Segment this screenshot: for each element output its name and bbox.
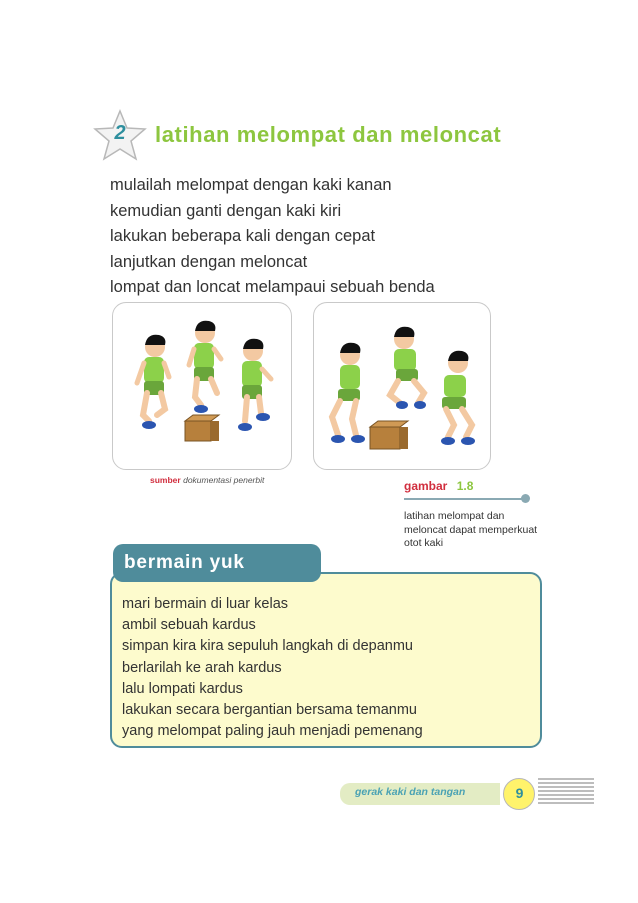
activity-line: lakukan secara bergantian bersama temanmu (122, 702, 417, 719)
activity-line: ambil sebuah kardus (122, 617, 256, 634)
section-number: 2 (114, 122, 126, 144)
intro-text (110, 173, 540, 301)
figure-label-word: gambar (404, 479, 448, 493)
figure-caption: latihan melompat dan meloncat dapat memperkuat otot kaki (404, 510, 538, 549)
caption-divider (404, 498, 524, 500)
intro-line: lompat dan loncat melampaui sebuah benda (110, 278, 435, 296)
boy-hopping-illustration (113, 303, 291, 469)
photo-hopping (112, 302, 292, 470)
intro-line: lanjutkan dengan meloncat (110, 252, 308, 271)
photo-jumping (313, 302, 491, 470)
source-text: dokumentasi penerbit (183, 475, 265, 485)
page-number: 9 (515, 785, 524, 801)
activity-line: simpan kira kira sepuluh langkah di depanmu (122, 638, 413, 655)
intro-line: mulailah melompat dengan kaki kanan (110, 176, 392, 194)
activity-line: berlarilah ke arah kardus (122, 659, 282, 676)
activity-line: mari bermain di luar kelas (122, 596, 289, 612)
figure-number: 1.8 (456, 479, 474, 493)
caption-divider-dot (521, 494, 530, 503)
activity-title: bermain yuk (124, 552, 245, 573)
source-label: sumber (150, 475, 181, 485)
activity-line: yang melompat paling jauh menjadi pemenang (122, 723, 423, 740)
boy-jumping-illustration (314, 303, 490, 469)
footer-stripes (538, 778, 594, 806)
figure-label (404, 479, 473, 493)
activity-line: lalu lompati kardus (122, 680, 243, 697)
intro-line: lakukan beberapa kali dengan cepat (110, 227, 376, 245)
section-title: latihan melompat dan meloncat (155, 122, 502, 147)
activity-instructions (122, 594, 532, 742)
intro-line: kemudian ganti dengan kaki kiri (110, 201, 342, 220)
footer-chapter: gerak kaki dan tangan (355, 786, 466, 798)
figure-source (150, 475, 264, 485)
